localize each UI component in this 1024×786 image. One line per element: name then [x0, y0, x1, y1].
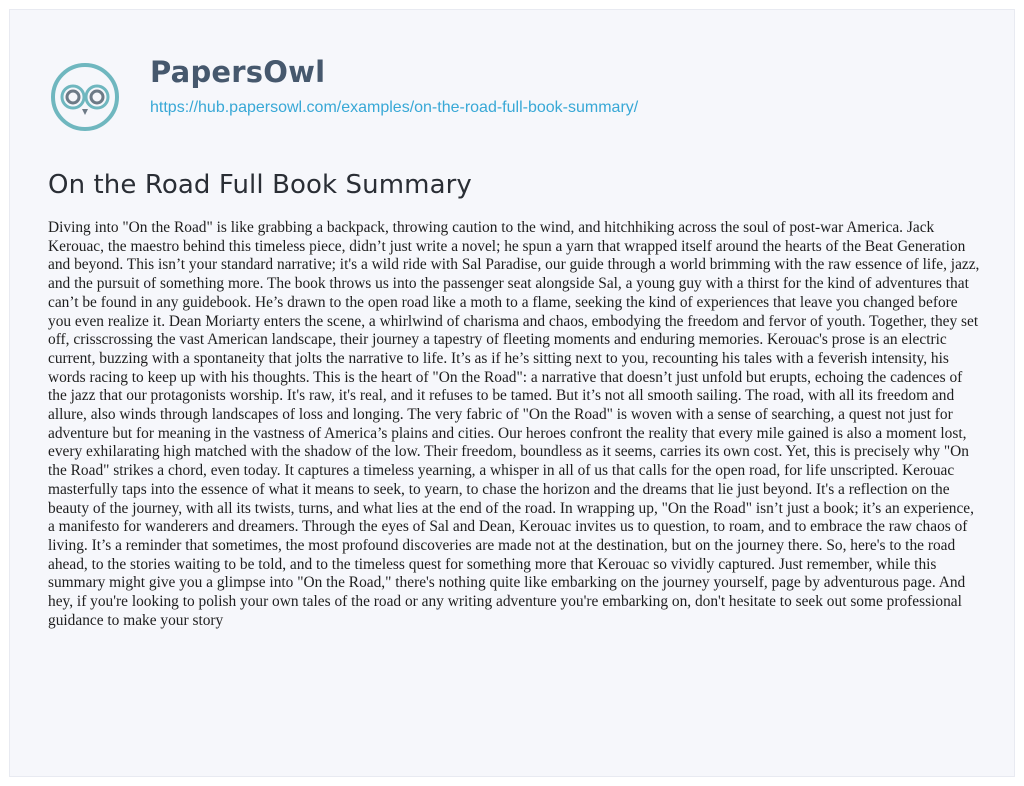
- page-title: On the Road Full Book Summary: [48, 170, 472, 200]
- article-body: Diving into "On the Road" is like grabbing a backpack, throwing caution to the wind, and hitchhiking across the soul of post-war America. Jack Kerouac, the maestro behind this timeless piece, didn’t just write a novel; he spun a yarn that wrapped itself around the hearts of the Beat Generation and beyond. This isn’t your standard narrative; it's a wild ride with Sal Paradise, our guide through a world brimming with the raw essence of life, jazz, and the pursuit of something more. The book throws us into the passenger seat alongside Sal, a young guy with a thirst for the kind of adventures that can’t be found in any guidebook. He’s drawn to the open road like a moth to a flame, seeking the kind of experiences that leave you changed before you even realize it. Dean Moriarty enters the scene, a whirlwind of charisma and chaos, embodying the freedom and fervor of youth. Together, they set off, crisscrossing the vast American landscape, their journey a tapestry of fleeting moments and enduring memories. Kerouac's prose is an electric current, buzzing with a spontaneity that jolts the narrative to life. It’s as if he’s sitting next to you, recounting his tales with a feverish intensity, his words racing to keep up with his thoughts. This is the heart of "On the Road": a narrative that doesn’t just unfold but erupts, echoing the cadences of the jazz that our protagonists worship. It's raw, it's real, and it refuses to be tamed. But it’s not all smooth sailing. The road, with all its freedom and allure, also winds through landscapes of loss and longing. The very fabric of "On the Road" is woven with a sense of searching, a quest not just for adventure but for meaning in the vastness of America’s plains and cities. Our heroes confront the reality that every mile gained is also a moment lost, every exhilarating high matched with the shadow of the low. Their freedom, boundless as it seems, carries its own cost. Yet, this is precisely why "On the Road" strikes a chord, even today. It captures a timeless yearning, a whisper in all of us that calls for the open road, for life unscripted. Kerouac masterfully taps into the essence of what it means to seek, to yearn, to chase the horizon and the dreams that lie just beyond. It's a reflection on the beauty of the journey, with all its twists, turns, and what lies at the end of the road. In wrapping up, "On the Road" isn’t just a book; it’s an experience, a manifesto for wanderers and dreamers. Through the eyes of Sal and Dean, Kerouac invites us to question, to roam, and to embrace the raw chaos of living. It’s a reminder that sometimes, the most profound discoveries are made not at the destination, but on the journey there. So, here's to the road ahead, to the stories waiting to be told, and to the timeless quest for something more that Kerouac so vividly captured. Just remember, while this summary might give you a glimpse into "On the Road," there's nothing quite like embarking on the journey yourself, page by adventurous page. And hey, if you're looking to polish your own tales of the road or any writing adventure you're embarking on, don't hesitate to seek out some professional guidance to make your story: [48, 219, 980, 629]
- source-url-link[interactable]: https://hub.papersowl.com/examples/on-the-road-full-book-summary/: [150, 99, 639, 116]
- brand-block: [150, 55, 639, 117]
- brand-name[interactable]: PapersOwl: [150, 55, 326, 89]
- owl-eyes-logo-icon[interactable]: [50, 62, 120, 132]
- site-header: [50, 55, 639, 142]
